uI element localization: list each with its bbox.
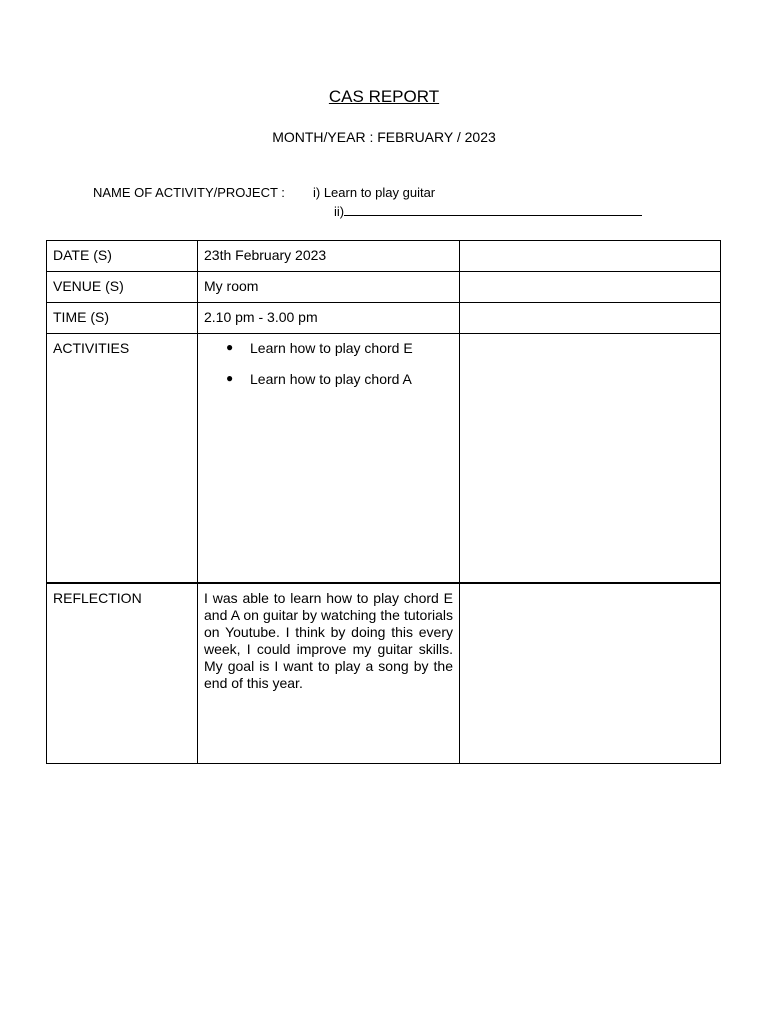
month-year: MONTH/YEAR : FEBRUARY / 2023 <box>272 129 496 145</box>
activity-text: Learn how to play chord A <box>250 371 412 387</box>
table-row-venue <box>47 272 721 303</box>
page-title: CAS REPORT <box>328 87 440 106</box>
reflection-value <box>198 583 460 764</box>
activity-text: Learn how to play chord E <box>250 340 413 356</box>
list-item <box>226 371 453 387</box>
date-label: DATE (S) <box>47 241 198 272</box>
reflection-extra-cell <box>460 583 721 764</box>
activity-item-1: i) Learn to play guitar <box>313 185 436 200</box>
bullet-icon: ● <box>226 371 234 385</box>
date-extra-cell <box>460 241 721 272</box>
bullet-icon: ● <box>226 340 234 354</box>
list-item <box>226 340 453 356</box>
venue-extra-cell <box>460 272 721 303</box>
time-value: 2.10 pm - 3.00 pm <box>198 303 460 334</box>
activities-label: ACTIVITIES <box>47 334 198 583</box>
report-table <box>46 240 721 764</box>
venue-label: VENUE (S) <box>47 272 198 303</box>
table-row-activities <box>47 334 721 583</box>
activity-label: NAME OF ACTIVITY/PROJECT : <box>93 185 285 200</box>
time-extra-cell <box>460 303 721 334</box>
table-row-time <box>47 303 721 334</box>
table-row-reflection <box>47 583 721 764</box>
reflection-text: I was able to learn how to play chord E and A on guitar by watching the tutorials on Youtube. I think by doing this every week, I could improve my guitar skills. My goal is I want to play a song by the end of this year. <box>204 589 453 691</box>
time-label: TIME (S) <box>47 303 198 334</box>
activities-extra-cell <box>460 334 721 583</box>
venue-value: My room <box>198 272 460 303</box>
reflection-label: REFLECTION <box>47 583 198 764</box>
activity-item-2 <box>334 203 642 219</box>
activities-cell <box>198 334 460 583</box>
activities-list <box>204 340 453 387</box>
blank-line <box>344 203 642 216</box>
activity-item-2-prefix: ii) <box>334 204 345 219</box>
date-value: 23th February 2023 <box>198 241 460 272</box>
table-row-date <box>47 241 721 272</box>
